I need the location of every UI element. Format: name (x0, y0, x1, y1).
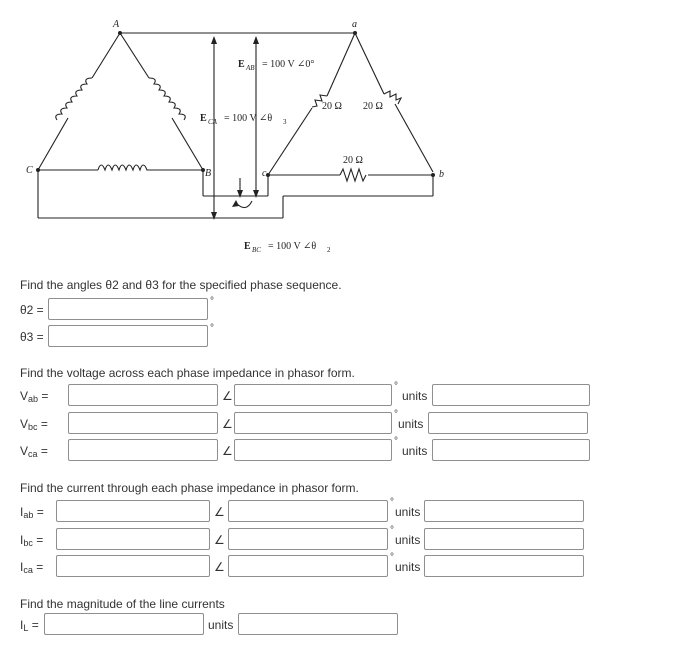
ibc-label: $I_{bc}$ = (20, 533, 44, 548)
iab-units-input[interactable] (424, 500, 584, 522)
il-units-label: units (208, 618, 234, 632)
node-A-label: A (113, 19, 120, 30)
ibc-angle-symbol: ∠ (214, 533, 225, 547)
svg-text:E: E (238, 59, 245, 70)
iab-label: $I_{ab}$ = (20, 505, 44, 520)
vca-angle-input[interactable] (234, 439, 392, 461)
iab-units-label: units (395, 505, 421, 519)
svg-text:E: E (200, 113, 207, 124)
vbc-angle-symbol: ∠ (222, 417, 233, 431)
theta3-label: θ3 = (20, 330, 44, 344)
vca-label: $V_{ca}$ = (20, 444, 48, 459)
vab-units-label: units (402, 389, 428, 403)
il-input[interactable] (44, 613, 204, 635)
ibc-units-input[interactable] (424, 528, 584, 550)
q3-prompt: Find the current through each phase impedance in phasor form. (20, 481, 359, 495)
iab-degree: ° (390, 497, 394, 508)
vca-units-label: units (402, 444, 428, 458)
vca-angle-symbol: ∠ (222, 444, 233, 458)
node-B-label: B (205, 168, 212, 179)
vca-magnitude-input[interactable] (68, 439, 218, 461)
svg-text:= 100 V ∠θ: = 100 V ∠θ (268, 241, 317, 252)
ica-magnitude-input[interactable] (56, 555, 210, 577)
r-bc-label: 20 Ω (343, 155, 363, 166)
vab-degree: ° (394, 381, 398, 392)
vbc-angle-input[interactable] (234, 412, 392, 434)
ibc-angle-input[interactable] (228, 528, 388, 550)
svg-text:E: E (244, 241, 251, 252)
il-units-input[interactable] (238, 613, 398, 635)
node-C-label: C (26, 165, 33, 176)
vbc-magnitude-input[interactable] (68, 412, 218, 434)
svg-text:= 100 V ∠0°: = 100 V ∠0° (262, 59, 315, 70)
ica-label: $I_{ca}$ = (20, 560, 44, 575)
vca-units-input[interactable] (432, 439, 590, 461)
vca-degree: ° (394, 436, 398, 447)
theta2-degree: ° (210, 296, 214, 307)
resistor-ca (384, 91, 401, 104)
ebc-label (244, 241, 331, 254)
iab-angle-symbol: ∠ (214, 505, 225, 519)
r-ca-label: 20 Ω (363, 101, 383, 112)
vbc-label: $V_{bc}$ = (20, 417, 48, 432)
resistor-bc (340, 169, 366, 181)
theta3-degree: ° (210, 323, 214, 334)
iab-magnitude-input[interactable] (56, 500, 210, 522)
vab-units-input[interactable] (432, 384, 590, 406)
coil-bc (98, 165, 150, 170)
q2-prompt: Find the voltage across each phase impedance in phasor form. (20, 366, 355, 380)
svg-text:AB: AB (246, 64, 255, 72)
vab-label: $V_{ab}$ = (20, 389, 49, 404)
ibc-units-label: units (395, 533, 421, 547)
ibc-magnitude-input[interactable] (56, 528, 210, 550)
node-b-label: b (439, 169, 444, 180)
ica-units-input[interactable] (424, 555, 584, 577)
r-ab-label: 20 Ω (322, 101, 342, 112)
vbc-degree: ° (394, 409, 398, 420)
coil-ab (149, 78, 185, 120)
vab-angle-input[interactable] (234, 384, 392, 406)
svg-text:3: 3 (283, 118, 287, 126)
circuit-diagram (0, 0, 682, 262)
vbc-units-input[interactable] (428, 412, 588, 434)
ica-degree: ° (390, 552, 394, 563)
theta2-input[interactable] (48, 298, 208, 320)
vab-angle-symbol: ∠ (222, 389, 233, 403)
vbc-units-label: units (398, 417, 424, 431)
coil-ca (56, 78, 92, 120)
svg-text:= 100 V ∠θ: = 100 V ∠θ (224, 113, 273, 124)
vab-magnitude-input[interactable] (68, 384, 218, 406)
svg-text:CA: CA (208, 118, 217, 126)
node-c-label: c (262, 168, 267, 179)
eab-label (238, 59, 314, 72)
svg-text:2: 2 (327, 246, 331, 254)
svg-text:BC: BC (252, 246, 261, 254)
theta2-label: θ2 = (20, 303, 44, 317)
iab-angle-input[interactable] (228, 500, 388, 522)
ibc-degree: ° (390, 525, 394, 536)
q1-prompt: Find the angles θ2 and θ3 for the specified phase sequence. (20, 278, 342, 292)
ica-angle-symbol: ∠ (214, 560, 225, 574)
eca-label (200, 113, 287, 126)
q4-prompt: Find the magnitude of the line currents (20, 597, 225, 611)
node-a-label: a (352, 19, 357, 30)
ica-angle-input[interactable] (228, 555, 388, 577)
ica-units-label: units (395, 560, 421, 574)
theta3-input[interactable] (48, 325, 208, 347)
il-label: $I_L$ = (20, 618, 39, 633)
